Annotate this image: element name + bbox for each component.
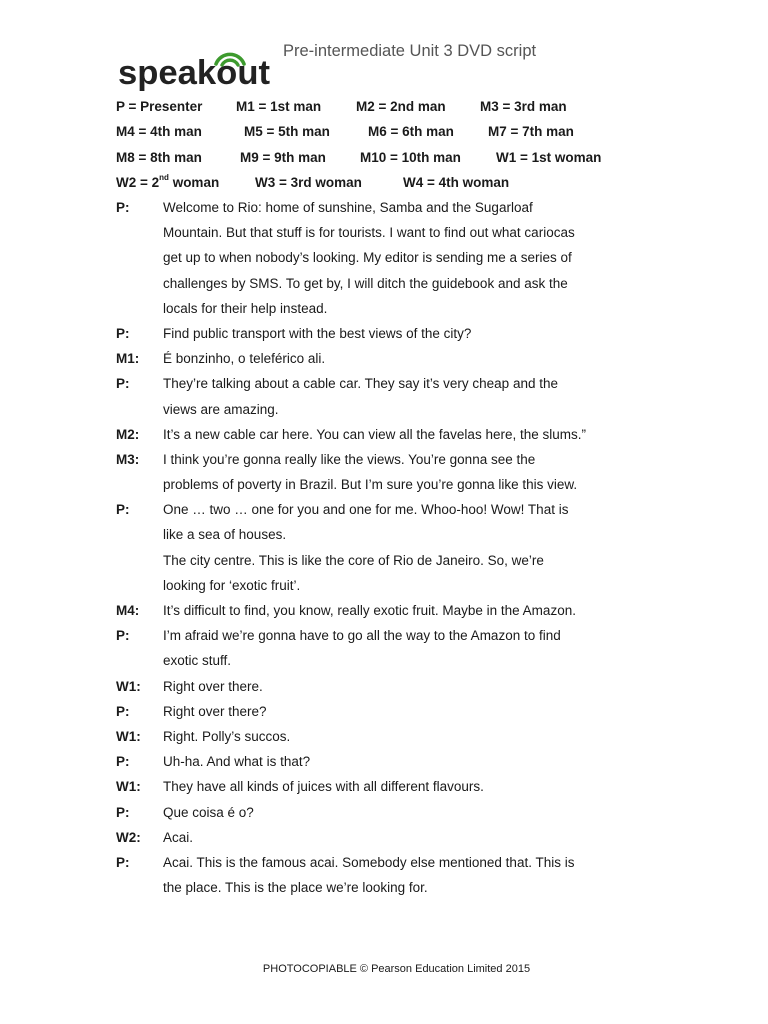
dialogue-entry: [116, 623, 656, 673]
dialogue-line: the place. This is the place we’re looking for.: [163, 880, 428, 896]
dialogue-text: [163, 623, 656, 673]
dialogue-text: [163, 447, 656, 497]
dialogue-text: [163, 800, 656, 825]
dialogue-text: [163, 195, 656, 321]
dialogue-line: problems of poverty in Brazil. But I’m sure you’re gonna like this view.: [163, 477, 578, 493]
dialogue-line: I’m afraid we’re gonna have to go all the way to the Amazon to find: [163, 628, 561, 644]
dialogue-line: like a sea of houses.: [163, 527, 287, 543]
dialogue-line: Find public transport with the best views of the city?: [163, 325, 472, 341]
legend-item: M9 = 9th man: [240, 149, 326, 165]
legend-item: M8 = 8th man: [116, 149, 202, 165]
legend-item: M6 = 6th man: [368, 124, 454, 140]
legend-item-text: W2 = 2: [116, 174, 160, 190]
dialogue-entry: [116, 447, 656, 497]
dialogue-line: I think you’re gonna really like the views. You’re gonna see the: [163, 451, 536, 467]
dialogue-text: [163, 825, 656, 850]
dialogue-entry: [116, 346, 656, 371]
dialogue-text: [163, 497, 656, 598]
speaker-label: M2:: [116, 426, 140, 442]
dialogue-line: Acai.: [163, 829, 194, 845]
dialogue-line: Right over there.: [163, 678, 263, 694]
speaker-label: P:: [116, 628, 130, 644]
dialogue-line: They have all kinds of juices with all different flavours.: [163, 779, 484, 795]
dialogue-script: [116, 195, 656, 900]
copyright-footer: PHOTOCOPIABLE © Pearson Education Limited 2015: [262, 963, 531, 975]
speaker-label: M3:: [116, 451, 140, 467]
dialogue-text: [163, 422, 656, 447]
legend-item-text: woman: [168, 174, 220, 190]
speaker-label: P:: [116, 804, 130, 820]
dialogue-text: [163, 850, 656, 900]
dialogue-entry: [116, 699, 656, 724]
legend-item: W4 = 4th woman: [403, 174, 510, 190]
dialogue-entry: [116, 371, 656, 421]
speaker-label: P:: [116, 200, 130, 215]
dialogue-entry: [116, 195, 656, 321]
dialogue-line: challenges by SMS. To get by, I will ditch the guidebook and ask the: [163, 275, 568, 291]
svg-text:speakout: speakout: [118, 54, 270, 92]
dialogue-line: get up to when nobody’s looking. My editor is sending me a series of: [163, 250, 572, 266]
speaker-label: W1:: [116, 678, 141, 694]
legend-item: [116, 170, 219, 195]
dialogue-line: locals for their help instead.: [163, 300, 328, 316]
dialogue-line: Acai. This is the famous acai. Somebody else mentioned that. This is: [163, 855, 575, 871]
dialogue-entry: [116, 598, 656, 623]
speaker-label: W2:: [116, 829, 141, 845]
dialogue-text: [163, 749, 656, 774]
dialogue-line: É bonzinho, o teleférico ali.: [163, 351, 326, 367]
speaker-label: P:: [116, 502, 130, 518]
speaker-label: M1:: [116, 351, 140, 367]
dialogue-line: exotic stuff.: [163, 653, 232, 669]
dialogue-line: Mountain. But that stuff is for tourists. I want to find out what cariocas: [163, 225, 575, 241]
legend-item-superscript: nd: [159, 173, 169, 183]
legend-item: M4 = 4th man: [116, 124, 202, 140]
legend-item: M3 = 3rd man: [480, 99, 567, 114]
legend-item: W1 = 1st woman: [496, 149, 602, 165]
speaker-label: M4:: [116, 603, 140, 619]
dialogue-entry: [116, 749, 656, 774]
dialogue-entry: [116, 825, 656, 850]
legend-item: M10 = 10th man: [360, 149, 461, 165]
dialogue-line: It’s a new cable car here. You can view all the favelas here, the slums.”: [163, 426, 586, 442]
dialogue-line: Right. Polly’s succos.: [163, 729, 291, 745]
dialogue-text: [163, 346, 656, 371]
dialogue-entry: [116, 674, 656, 699]
dialogue-line: Right over there?: [163, 703, 267, 719]
dialogue-entry: [116, 850, 656, 900]
legend-item: M2 = 2nd man: [356, 99, 446, 114]
legend-item: M7 = 7th man: [488, 124, 574, 140]
speaker-label: W1:: [116, 779, 141, 795]
dialogue-line: It’s difficult to find, you know, really exotic fruit. Maybe in the Amazon.: [163, 603, 576, 619]
speaker-label: P:: [116, 754, 130, 770]
legend-item: M1 = 1st man: [236, 99, 322, 114]
dialogue-text: [163, 674, 656, 699]
speakout-logo-graphic: [118, 46, 278, 92]
dialogue-text: [163, 699, 656, 724]
dialogue-line: looking for ‘exotic fruit’.: [163, 577, 301, 593]
speaker-label: P:: [116, 376, 130, 392]
dialogue-line: views are amazing.: [163, 401, 279, 417]
dialogue-text: [163, 724, 656, 749]
dialogue-entry: [116, 800, 656, 825]
speaker-label: P:: [116, 325, 130, 341]
speakout-logo: [118, 46, 278, 92]
speaker-label: P:: [116, 855, 130, 871]
dialogue-line: Uh-ha. And what is that?: [163, 754, 311, 770]
speaker-label: W1:: [116, 729, 141, 745]
legend-item: M5 = 5th man: [244, 124, 330, 140]
dialogue-entry: [116, 321, 656, 346]
dialogue-text: [163, 371, 656, 421]
dialogue-line: Welcome to Rio: home of sunshine, Samba and the Sugarloaf: [163, 200, 533, 215]
dialogue-line: One … two … one for you and one for me. Whoo-hoo! Wow! That is: [163, 502, 569, 518]
dialogue-text: [163, 321, 656, 346]
dialogue-line: The city centre. This is like the core of Rio de Janeiro. So, we’re: [163, 552, 544, 568]
dialogue-entry: [116, 724, 656, 749]
dialogue-text: [163, 774, 656, 799]
speaker-label: P:: [116, 703, 130, 719]
legend-item: P = Presenter: [116, 99, 203, 114]
document-title: Pre-intermediate Unit 3 DVD script: [283, 42, 537, 60]
legend-item: W3 = 3rd woman: [255, 174, 362, 190]
dialogue-entry: [116, 497, 656, 598]
dialogue-entry: [116, 774, 656, 799]
dialogue-entry: [116, 422, 656, 447]
dialogue-text: [163, 598, 656, 623]
dialogue-line: Que coisa é o?: [163, 804, 254, 820]
dialogue-line: They’re talking about a cable car. They say it’s very cheap and the: [163, 376, 558, 392]
